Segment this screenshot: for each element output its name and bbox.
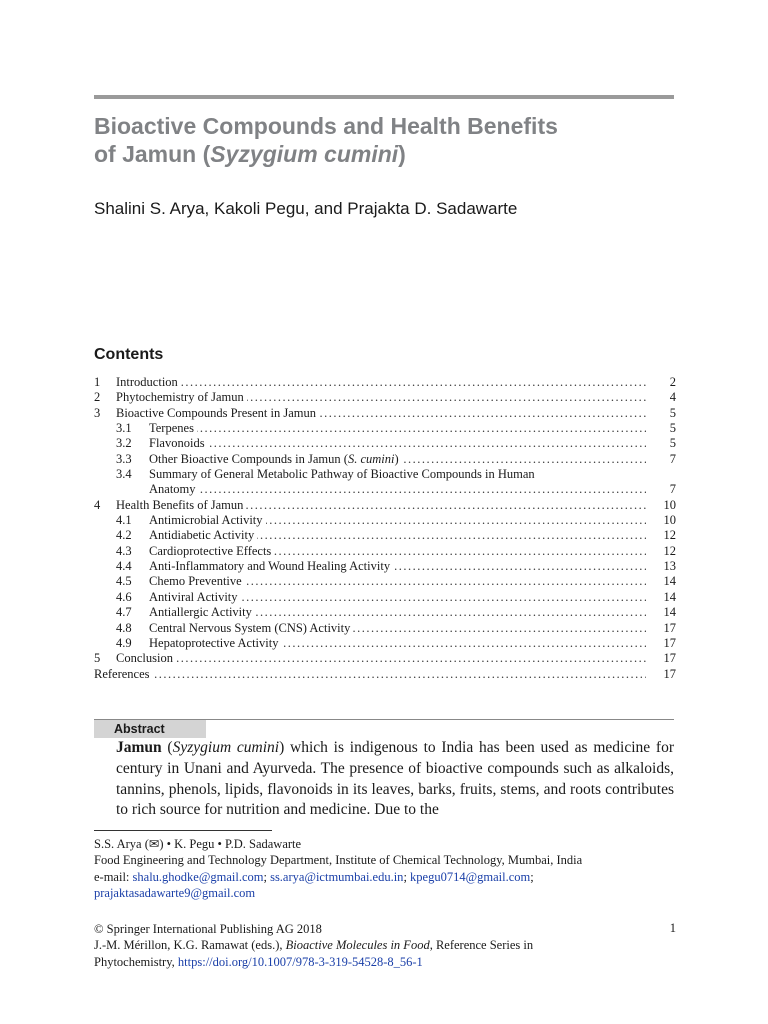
toc-number: 3.3: [116, 451, 132, 466]
footnote-emails-line-1: e-mail: shalu.ghodke@gmail.com; ss.arya@ictmumbai.edu.in; kpegu0714@gmail.com;: [94, 869, 534, 884]
abstract-label: Abstract: [94, 720, 206, 738]
toc-number: 4: [94, 497, 101, 512]
toc-entry[interactable]: [94, 436, 676, 451]
email-link[interactable]: shalu.ghodke@gmail.com: [132, 869, 264, 884]
toc-page: 10: [663, 513, 676, 528]
toc-page: 13: [663, 559, 676, 574]
authors: Shalini S. Arya, Kakoli Pegu, and Prajakta D. Sadawarte: [94, 199, 518, 218]
email-link[interactable]: kpegu0714@gmail.com: [410, 869, 531, 884]
toc-title-continued: Anatomy: [149, 482, 199, 496]
toc-number: 4.6: [116, 589, 132, 604]
toc-number: 5: [94, 651, 101, 666]
toc-page: 2: [669, 375, 676, 389]
toc-number: 4.4: [116, 559, 132, 574]
toc-entry[interactable]: [94, 421, 676, 436]
toc-page: 17: [663, 666, 676, 681]
citation-line-1: J.-M. Mérillon, K.G. Ramawat (eds.), Bioactive Molecules in Food, Reference Series in: [94, 938, 534, 953]
toc-number: 4.1: [116, 513, 132, 528]
toc-title: Summary of General Metabolic Pathway of Bioactive Compounds in Human: [149, 467, 538, 481]
title-line-2: of Jamun (Syzygium cumini): [94, 141, 406, 167]
toc-entry[interactable]: [94, 482, 676, 497]
toc-entry[interactable]: [94, 513, 676, 528]
toc-entry[interactable]: [94, 621, 676, 636]
toc-number: 3.1: [116, 421, 132, 436]
toc-page: 7: [669, 451, 676, 466]
toc-entry[interactable]: [94, 390, 676, 405]
footnote-affiliation: Food Engineering and Technology Department, Institute of Chemical Technology, Mumbai, India: [94, 853, 583, 868]
email-link[interactable]: prajaktasadawarte9@gmail.com: [94, 885, 256, 900]
toc-entry[interactable]: [94, 498, 676, 513]
toc-title: Introduction: [116, 375, 181, 389]
toc-entry[interactable]: [94, 636, 676, 651]
toc-number: 3.2: [116, 436, 132, 451]
toc-entry[interactable]: [94, 375, 676, 390]
toc-title: Antidiabetic Activity: [149, 528, 257, 542]
toc-page: 12: [663, 543, 676, 558]
toc-entry[interactable]: [94, 467, 676, 482]
toc-title: Phytochemistry of Jamun: [116, 390, 247, 404]
toc-page: 5: [669, 436, 676, 451]
toc-title: Conclusion: [116, 651, 176, 665]
toc-number: 3: [94, 405, 101, 420]
toc-page: 17: [663, 620, 676, 635]
toc-page: 10: [663, 497, 676, 512]
toc-title: Antiallergic Activity: [149, 605, 255, 619]
copyright-line: © Springer International Publishing AG 2018: [94, 922, 322, 936]
toc-entry[interactable]: [94, 559, 676, 574]
toc-number: 4.9: [116, 635, 132, 650]
toc-page: 17: [663, 651, 676, 666]
page-number: 1: [669, 921, 676, 935]
toc-entry[interactable]: [94, 605, 676, 620]
table-of-contents: [94, 375, 676, 682]
toc-title: Flavonoids: [149, 436, 208, 450]
toc-title: Central Nervous System (CNS) Activity: [149, 621, 353, 635]
toc-page: 5: [669, 405, 676, 420]
toc-entry[interactable]: [94, 590, 676, 605]
toc-page: 14: [663, 589, 676, 604]
toc-number: 2: [94, 390, 101, 405]
toc-number: 4.5: [116, 574, 132, 589]
toc-title: Other Bioactive Compounds in Jamun (S. cumini): [149, 452, 402, 466]
email-link[interactable]: ss.arya@ictmumbai.edu.in: [270, 869, 404, 884]
toc-title: Cardioprotective Effects: [149, 544, 274, 558]
top-rule: [94, 95, 674, 99]
toc-number: 4.3: [116, 543, 132, 558]
toc-page: 14: [663, 605, 676, 620]
toc-entry[interactable]: [94, 528, 676, 543]
toc-title: References: [94, 667, 153, 681]
toc-title: Anti-Inflammatory and Wound Healing Activity: [149, 559, 393, 573]
footnote-authors: S.S. Arya (✉) • K. Pegu • P.D. Sadawarte: [94, 837, 302, 851]
toc-number: 4.2: [116, 528, 132, 543]
toc-page: 5: [669, 421, 676, 436]
toc-entry[interactable]: [94, 544, 676, 559]
toc-entry[interactable]: [94, 574, 676, 589]
toc-page: 17: [663, 635, 676, 650]
toc-page: 4: [669, 390, 676, 405]
copyright-block: [94, 921, 676, 970]
contents-heading: Contents: [94, 346, 164, 363]
toc-number: 3.4: [116, 467, 132, 482]
toc-title: Health Benefits of Jamun: [116, 498, 246, 512]
toc-page: 12: [663, 528, 676, 543]
toc-title: Terpenes: [149, 421, 197, 435]
toc-title: Hepatoprotective Activity: [149, 636, 281, 650]
author-footnote: [94, 836, 694, 901]
footnote-emails-line-2: [94, 885, 694, 901]
toc-entry[interactable]: [94, 651, 676, 666]
toc-entry[interactable]: [94, 667, 676, 682]
toc-number: 1: [94, 375, 101, 389]
title-line-1: Bioactive Compounds and Health Benefits: [94, 113, 558, 139]
toc-entry[interactable]: [94, 452, 676, 467]
doi-link[interactable]: https://doi.org/10.1007/978-3-319-54528-8_56-1: [177, 954, 423, 969]
toc-number: 4.8: [116, 620, 132, 635]
toc-number: 4.7: [116, 605, 132, 620]
chapter-title: [94, 112, 674, 168]
abstract-text: Jamun (Syzygium cumini) which is indigenous to India has been used as medicine for century in Unani and Ayurveda. The presence of bioactive compounds such as alkaloids, tannins, phenols, lipids, flavonoids in its leaves, barks, fruits, stems, and roots contributes to rich source for nutrition and medicine. Due to the: [116, 739, 674, 819]
toc-page: 7: [669, 482, 676, 497]
footnote-rule: [94, 830, 272, 831]
toc-title: Chemo Preventive: [149, 574, 245, 588]
toc-entry[interactable]: [94, 406, 676, 421]
toc-title: Bioactive Compounds Present in Jamun: [116, 406, 319, 420]
citation-line-2: Phytochemistry, https://doi.org/10.1007/978-3-319-54528-8_56-1: [94, 954, 423, 969]
toc-title: Antiviral Activity: [149, 590, 241, 604]
toc-page: 14: [663, 574, 676, 589]
toc-title: Antimicrobial Activity: [149, 513, 266, 527]
